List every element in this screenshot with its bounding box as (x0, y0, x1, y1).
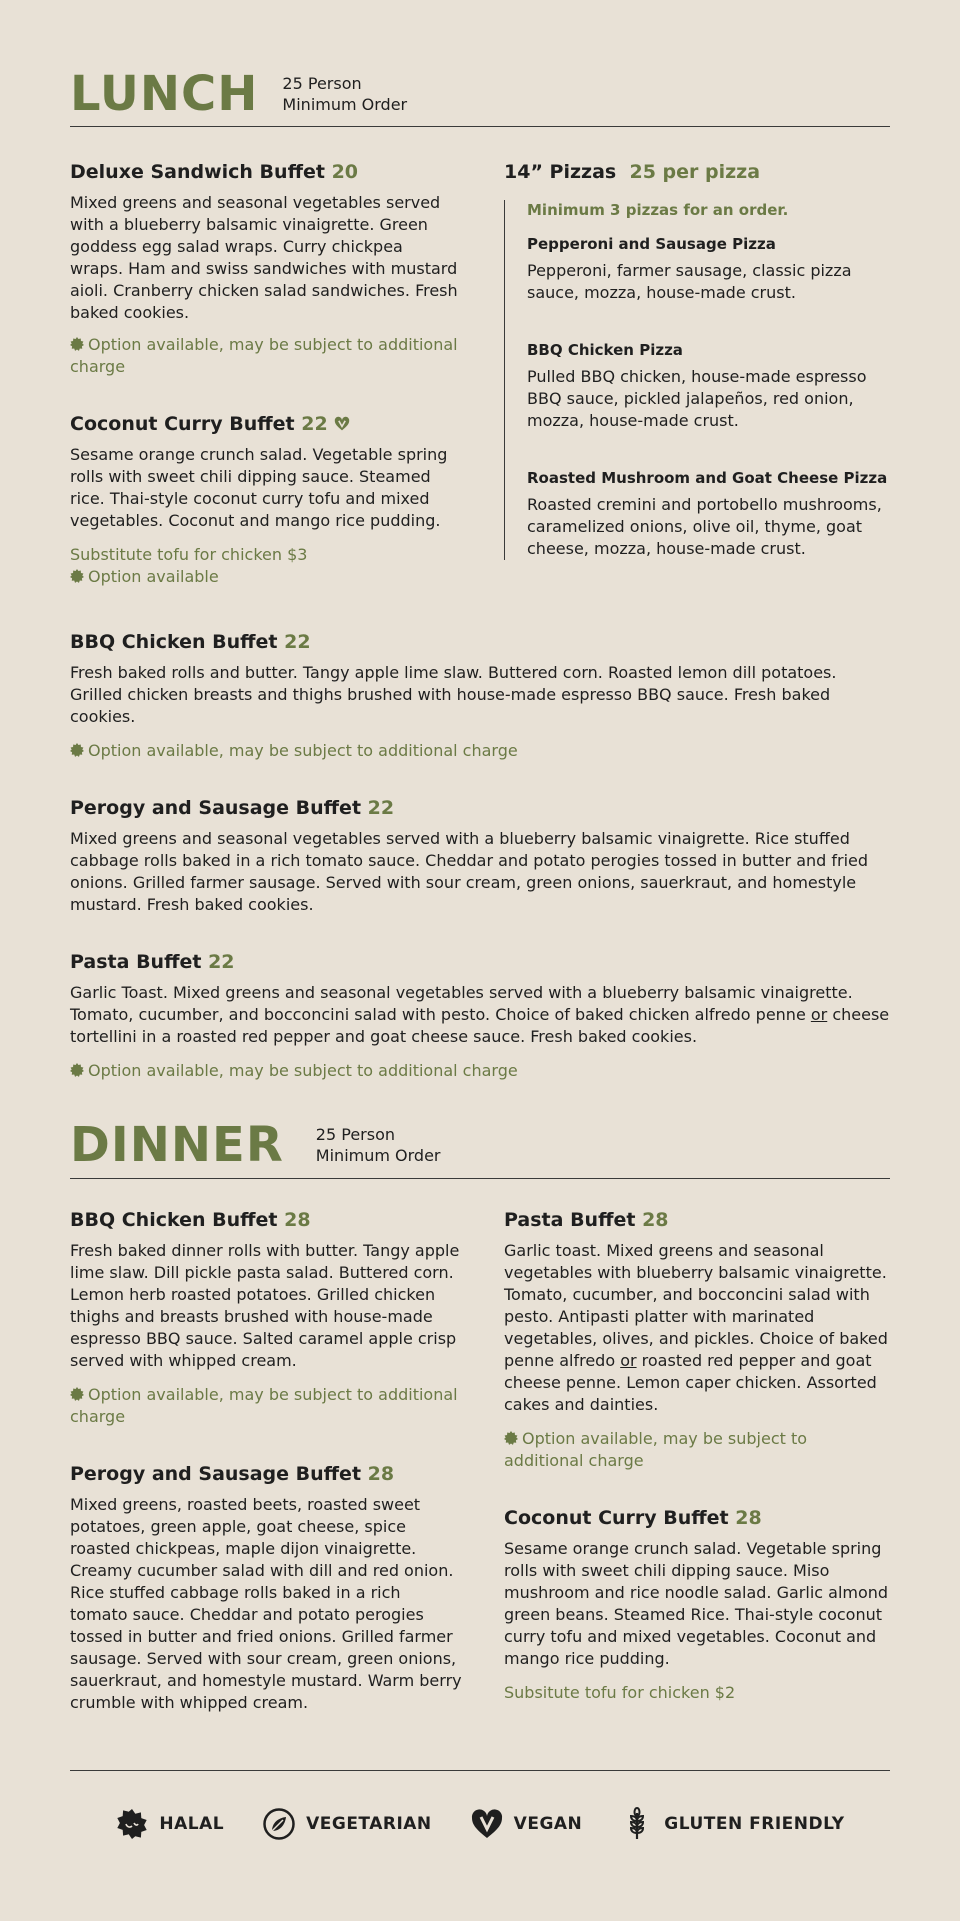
dinner-perogy-item (70, 1462, 462, 1714)
dietary-legend (70, 1770, 890, 1921)
item-price: 28 (735, 1507, 762, 1529)
item-description: Mixed greens and seasonal vegetables served with a blueberry balsamic vinaigrette. Rice stuffed cabbage rolls baked in a rich tomato sauce. Cheddar and potato perogies tossed in butter and fried onions. Grilled farmer sausage. Served with sour cream, green onions, sauerkraut, and homestyle mustard. Fresh baked cookies. (70, 829, 869, 914)
pizza-description: Roasted cremini and portobello mushrooms, caramelized onions, olive oil, thyme, goat cheese, mozza, house-made crust. (527, 495, 882, 558)
pizza-name: Pepperoni and Sausage Pizza (527, 235, 776, 253)
item-name: Deluxe Sandwich Buffet (70, 161, 325, 183)
legend-label: HALAL (159, 1814, 225, 1834)
pizza-item (527, 234, 890, 304)
pizza-description: Pulled BBQ chicken, house-made espresso BBQ sauce, pickled jalapeños, red onion, mozza, house-made crust. (527, 367, 867, 430)
halal-icon (115, 1807, 149, 1841)
lunch-curry-item (70, 412, 460, 588)
description-or: or (810, 1005, 828, 1024)
option-note-text: Option available (88, 567, 219, 586)
option-note (70, 566, 460, 588)
item-description: Fresh baked rolls and butter. Tangy apple lime slaw. Buttered corn. Roasted lemon dill potatoes. Grilled chicken breasts and thighs brushed with house-made espresso BBQ sauce. Fresh baked cookies. (70, 663, 837, 726)
lunch-title: LUNCH (70, 66, 259, 122)
lunch-minimum (282, 73, 407, 115)
legend-label: VEGETARIAN (306, 1814, 432, 1834)
description-part: Garlic Toast. Mixed greens and seasonal vegetables served with a blueberry balsamic vinaigrette. Tomato, cucumber, and bocconcini salad with pesto. Choice of baked chicken alfredo penne (70, 983, 853, 1024)
dinner-minimum-line2: Minimum Order (315, 1146, 441, 1165)
item-description: Sesame orange crunch salad. Vegetable spring rolls with sweet chili dipping sauce. Steamed rice. Thai-style coconut curry tofu and mixed vegetables. Coconut and mango rice pudding. (70, 445, 448, 530)
description-or: or (620, 1351, 637, 1370)
option-note-text: Option available, may be subject to additional charge (504, 1429, 808, 1470)
item-price: 22 (301, 413, 328, 435)
halal-option-icon (70, 337, 84, 351)
vegetarian-icon (262, 1807, 296, 1841)
legend-vegetarian (262, 1807, 432, 1841)
pizza-name: Roasted Mushroom and Goat Cheese Pizza (527, 469, 888, 487)
item-title (70, 630, 890, 654)
item-price: 28 (642, 1209, 669, 1231)
item-title (504, 1208, 890, 1232)
item-price: 22 (208, 951, 235, 973)
lunch-header (70, 62, 890, 127)
dinner-curry-item (504, 1506, 890, 1704)
option-note (504, 1428, 890, 1472)
dinner-right-column (504, 1208, 890, 1738)
substitute-note: Substitute tofu for chicken $3 (70, 545, 308, 564)
lunch-full-width (70, 630, 890, 1116)
item-name: Pasta Buffet (504, 1209, 636, 1231)
item-price: 20 (331, 161, 359, 183)
item-name: BBQ Chicken Buffet (70, 631, 278, 653)
item-description: Fresh baked dinner rolls with butter. Tangy apple lime slaw. Dill pickle pasta salad. Buttered corn. Lemon herb roasted potatoes. Grilled chicken thighs and breasts brushed with house-made espresso BBQ sauce. Salted caramel apple crisp served with whipped cream. (70, 1241, 460, 1370)
halal-option-icon (504, 1431, 518, 1445)
item-name: Pasta Buffet (70, 951, 202, 973)
option-note-text: Option available, may be subject to additional charge (88, 1061, 518, 1080)
dinner-title: DINNER (70, 1117, 284, 1173)
description-part: roasted red pepper and goat cheese penne. Lemon caper chicken. Assorted cakes and dainties. (504, 1351, 877, 1414)
legend-halal (115, 1807, 224, 1841)
description-part: Garlic toast. Mixed greens and seasonal vegetables with blueberry balsamic vinaigrette. Tomato, cucumber, and bocconcini salad with pesto. Antipasti platter with marinated vegetables, olives, and pickles. Choice of baked penne alfredo (504, 1241, 888, 1370)
lunch-perogy-item (70, 796, 890, 916)
legend-label: GLUTEN FRIENDLY (664, 1814, 845, 1834)
vegan-icon (334, 416, 350, 432)
lunch-bbq-item (70, 630, 890, 762)
item-price: 28 (284, 1209, 311, 1231)
item-price: 28 (367, 1463, 395, 1485)
item-title (70, 1208, 462, 1232)
description-part: cheese tortellini in a roasted red pepper and goat cheese sauce. Fresh baked cookies. (70, 1005, 890, 1046)
item-price: 22 (284, 631, 311, 653)
item-price: 22 (367, 797, 395, 819)
lunch-pizza-column (504, 160, 890, 560)
substitute-note: Subsitute tofu for chicken $2 (504, 1683, 736, 1702)
legend-gluten-friendly (620, 1807, 844, 1841)
lunch-minimum-line1: 25 Person (282, 74, 362, 93)
option-note-text: Option available, may be subject to additional charge (88, 741, 518, 760)
item-price: 25 per pizza (629, 161, 761, 183)
dinner-minimum (316, 1124, 441, 1166)
halal-option-icon (70, 743, 84, 757)
pizza-item (527, 468, 890, 560)
item-title (70, 412, 460, 436)
pizza-name: BBQ Chicken Pizza (527, 341, 683, 359)
option-note (70, 1060, 890, 1082)
dinner-pasta-item (504, 1208, 890, 1472)
halal-option-icon (70, 569, 84, 583)
pizza-minimum: Minimum 3 pizzas for an order. (527, 201, 789, 219)
item-name: Coconut Curry Buffet (70, 413, 295, 435)
item-title (70, 1462, 462, 1486)
option-note (70, 1384, 462, 1428)
option-note (70, 334, 460, 378)
pizza-item (527, 340, 890, 432)
lunch-left-column (70, 160, 460, 622)
item-title (504, 1506, 890, 1530)
item-name: Coconut Curry Buffet (504, 1507, 729, 1529)
lunch-minimum-line2: Minimum Order (282, 95, 408, 114)
legend-row (70, 1807, 890, 1841)
item-name: BBQ Chicken Buffet (70, 1209, 278, 1231)
item-name: Perogy and Sausage Buffet (70, 1463, 362, 1485)
item-name: 14” Pizzas (504, 161, 617, 183)
dinner-minimum-line1: 25 Person (315, 1125, 396, 1144)
item-name: Perogy and Sausage Buffet (70, 797, 362, 819)
lunch-pasta-item (70, 950, 890, 1082)
option-note-text: Option available, may be subject to additional charge (70, 1385, 458, 1426)
lunch-sandwich-item (70, 160, 460, 378)
pizza-list (504, 200, 890, 560)
dinner-bbq-item (70, 1208, 462, 1428)
item-title (70, 796, 890, 820)
legend-vegan (470, 1807, 583, 1841)
item-description (504, 1240, 890, 1416)
pizza-description: Pepperoni, farmer sausage, classic pizza sauce, mozza, house-made crust. (527, 261, 852, 302)
dinner-left-column (70, 1208, 462, 1748)
item-title (70, 950, 890, 974)
item-title (70, 160, 460, 184)
item-description: Mixed greens and seasonal vegetables served with a blueberry balsamic vinaigrette. Green goddess egg salad wraps. Curry chickpea wraps. Ham and swiss sandwiches with mustard aioli. Cranberry chicken salad sandwiches. Fresh baked cookies. (70, 193, 458, 322)
item-description: Mixed greens, roasted beets, roasted sweet potatoes, green apple, goat cheese, spice roasted chickpeas, maple dijon vinaigrette. Creamy cucumber salad with dill and red onion. Rice stuffed cabbage rolls baked in a rich tomato sauce. Cheddar and potato perogies tossed in butter and fried onions. Grilled farmer sausage. Served with sour cream, green onions, sauerkraut, and homestyle mustard. Warm berry crumble with whipped cream. (70, 1495, 462, 1712)
vegan-icon (470, 1807, 504, 1841)
dinner-header (70, 1112, 890, 1179)
gluten-friendly-icon (620, 1807, 654, 1841)
option-note-text: Option available, may be subject to additional charge (70, 335, 458, 376)
legend-label: VEGAN (513, 1814, 583, 1834)
option-note (70, 740, 890, 762)
halal-option-icon (70, 1063, 84, 1077)
item-title (504, 160, 890, 184)
item-description: Sesame orange crunch salad. Vegetable spring rolls with sweet chili dipping sauce. Miso mushroom and rice noodle salad. Garlic almond green beans. Steamed Rice. Thai-style coconut curry tofu and mixed vegetables. Coconut and mango rice pudding. (504, 1539, 889, 1668)
halal-option-icon (70, 1387, 84, 1401)
item-description (70, 982, 890, 1048)
